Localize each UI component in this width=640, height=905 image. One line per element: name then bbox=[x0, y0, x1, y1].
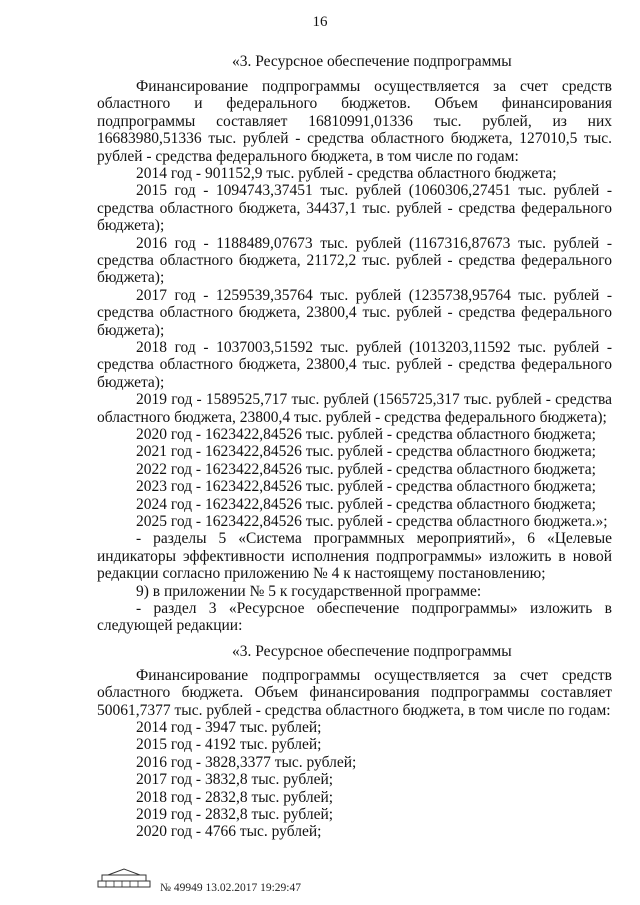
razdely-line: редакции согласно приложению № 4 к настоящему постановлению; bbox=[97, 565, 546, 583]
year-funding-line: средства областного бюджета, 23800,4 тыс. рублей - средства федерального bbox=[97, 356, 612, 374]
section2-year-line: 2014 год - 3947 тыс. рублей; bbox=[136, 719, 322, 736]
section1-intro-line: Финансирование подпрограммы осуществляется за счет средств bbox=[136, 78, 612, 95]
item-9-line: 9) в приложении № 5 к государственной программе: bbox=[136, 582, 482, 600]
razdely-line: - разделы 5 «Система программных мероприятий», 6 «Целевые bbox=[136, 530, 612, 548]
razdel3-line: - раздел 3 «Ресурсное обеспечение подпрограммы» изложить в bbox=[136, 600, 612, 617]
section2-year-line: 2020 год - 4766 тыс. рублей; bbox=[136, 823, 322, 841]
year-funding-line: бюджета); bbox=[97, 373, 165, 391]
year-funding-line: средства областного бюджета, 34437,1 тыс. рублей - средства федерального bbox=[97, 199, 612, 217]
section1-intro-line: подпрограммы составляет 16810991,01336 тыс. рублей, из них bbox=[97, 112, 612, 130]
section2-year-line: 2015 год - 4192 тыс. рублей; bbox=[136, 736, 322, 754]
year-funding-line: бюджета); bbox=[97, 269, 165, 287]
section2-title: «3. Ресурсное обеспечение подпрограммы bbox=[232, 642, 512, 660]
document-footer bbox=[96, 872, 301, 894]
year-funding-line: 2018 год - 1037003,51592 тыс. рублей (1013203,11592 тыс. рублей - bbox=[136, 339, 612, 356]
year-funding-line: 2015 год - 1094743,37451 тыс. рублей (1060306,27451 тыс. рублей - bbox=[136, 182, 612, 200]
section2-year-line: 2016 год - 3828,3377 тыс. рублей; bbox=[136, 753, 357, 771]
year-funding-line: 2017 год - 1259539,35764 тыс. рублей (1235738,95764 тыс. рублей - bbox=[136, 286, 612, 304]
year-funding-line: бюджета); bbox=[97, 321, 165, 339]
year-funding-line: средства областного бюджета, 23800,4 тыс. рублей - средства федерального bbox=[97, 304, 612, 322]
year-funding-line: 2025 год - 1623422,84526 тыс. рублей - средства областного бюджета.»; bbox=[136, 513, 608, 530]
section2-intro-line: областного бюджета. Объем финансирования подпрограммы составляет bbox=[97, 684, 612, 702]
year-funding-line: 2016 год - 1188489,07673 тыс. рублей (1167316,87673 тыс. рублей - bbox=[136, 234, 612, 252]
section1-title: «3. Ресурсное обеспечение подпрограммы bbox=[232, 53, 512, 70]
section2-year-line: 2018 год - 2832,8 тыс. рублей; bbox=[136, 788, 334, 806]
registration-stamp: № 49949 13.02.2017 19:29:47 bbox=[160, 882, 301, 894]
year-funding-line: средства областного бюджета, 21172,2 тыс. рублей - средства федерального bbox=[97, 252, 612, 269]
razdely-line: индикаторы эффективности исполнения подпрограммы» изложить в новой bbox=[97, 547, 612, 565]
year-funding-line: 2023 год - 1623422,84526 тыс. рублей - средства областного бюджета; bbox=[136, 478, 596, 496]
section1-intro-line: 16683980,51336 тыс. рублей - средства областного бюджета, 127010,5 тыс. bbox=[97, 130, 612, 148]
section2-intro-line: Финансирование подпрограммы осуществляется за счет средств bbox=[136, 666, 612, 684]
section2-year-line: 2017 год - 3832,8 тыс. рублей; bbox=[136, 771, 334, 789]
year-funding-line: бюджета); bbox=[97, 217, 165, 235]
year-funding-line: 2021 год - 1623422,84526 тыс. рублей - средства областного бюджета; bbox=[136, 443, 596, 461]
section1-intro-line: рублей - средства федерального бюджета, в том числе по годам: bbox=[97, 147, 519, 165]
page-number: 16 bbox=[312, 14, 328, 30]
year-funding-line: 2020 год - 1623422,84526 тыс. рублей - средства областного бюджета; bbox=[136, 426, 596, 443]
year-funding-line: 2019 год - 1589525,717 тыс. рублей (1565725,317 тыс. рублей - средства bbox=[136, 391, 612, 409]
year-funding-line: 2022 год - 1623422,84526 тыс. рублей - средства областного бюджета; bbox=[136, 460, 596, 478]
year-funding-line: 2014 год - 901152,9 тыс. рублей - средства областного бюджета; bbox=[136, 165, 557, 182]
section1-intro-line: областного и федерального бюджетов. Объем финансирования bbox=[97, 95, 612, 113]
section2-year-line: 2019 год - 2832,8 тыс. рублей; bbox=[136, 806, 334, 823]
emblem-icon bbox=[96, 867, 152, 894]
year-funding-line: областного бюджета, 23800,4 тыс. рублей - средства федерального бюджета); bbox=[97, 408, 607, 426]
razdel3-line: следующей редакции: bbox=[97, 617, 243, 635]
year-funding-line: 2024 год - 1623422,84526 тыс. рублей - средства областного бюджета; bbox=[136, 495, 596, 513]
section2-intro-line: 50061,7377 тыс. рублей - средства областного бюджета, в том числе по годам: bbox=[97, 701, 611, 719]
